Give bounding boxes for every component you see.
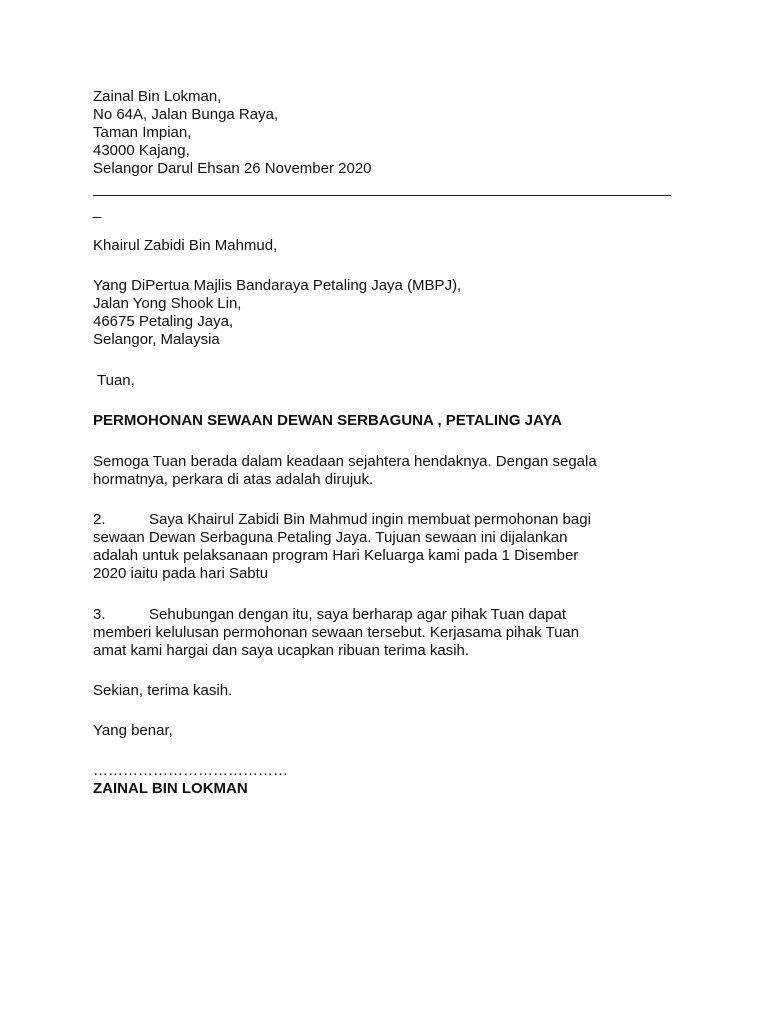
paragraph-2-line-1	[93, 511, 591, 529]
paragraph-2-line-2: sewaan Dewan Serbaguna Petaling Jaya. Tujuan sewaan ini dijalankan	[93, 529, 568, 546]
recipient-title: Yang DiPertua Majlis Bandaraya Petaling Jaya (MBPJ),	[93, 277, 462, 294]
paragraph-3-line-3: amat kami hargai dan saya ucapkan ribuan terima kasih.	[93, 642, 470, 659]
closing-remark: Sekian, terima kasih.	[93, 682, 233, 699]
paragraph-1-line-1: Semoga Tuan berada dalam keadaan sejahtera hendaknya. Dengan segala	[93, 453, 597, 470]
recipient-postcode-city: 46675 Petaling Jaya,	[93, 313, 234, 330]
signatory-name: ZAINAL BIN LOKMAN	[93, 780, 248, 797]
recipient-state-country: Selangor, Malaysia	[93, 331, 220, 348]
recipient-street: Jalan Yong Shook Lin,	[93, 295, 242, 312]
letter-subject: PERMOHONAN SEWAAN DEWAN SERBAGUNA , PETALING JAYA	[93, 412, 562, 429]
recipient-name: Khairul Zabidi Bin Mahmud,	[93, 237, 278, 254]
paragraph-3-number: 3.	[93, 606, 106, 623]
paragraph-2-number: 2.	[93, 511, 106, 528]
sender-name: Zainal Bin Lokman,	[93, 88, 222, 105]
sender-address-line-1: No 64A, Jalan Bunga Raya,	[93, 106, 279, 123]
sender-postcode-city: 43000 Kajang,	[93, 142, 190, 159]
paragraph-3-line-2: memberi kelulusan permohonan sewaan tersebut. Kerjasama pihak Tuan	[93, 624, 580, 641]
paragraph-3-text-1: Sehubungan dengan itu, saya berharap agar pihak Tuan dapat	[149, 606, 566, 623]
signature-dotted-line: …………………………………	[93, 762, 288, 779]
paragraph-2-text-1: Saya Khairul Zabidi Bin Mahmud ingin membuat permohonan bagi	[149, 511, 591, 528]
sender-address-line-2: Taman Impian,	[93, 124, 192, 141]
salutation: Tuan,	[97, 372, 135, 389]
sender-state-and-date: Selangor Darul Ehsan 26 November 2020	[93, 160, 372, 177]
paragraph-1-line-2: hormatnya, perkara di atas adalah dirujuk.	[93, 471, 374, 488]
paragraph-3-line-1	[93, 606, 566, 624]
divider-underscore-tail: _	[93, 202, 102, 219]
paragraph-2-line-3: adalah untuk pelaksanaan program Hari Keluarga kami pada 1 Disember	[93, 547, 579, 564]
header-divider-line	[93, 195, 671, 196]
paragraph-2-line-4: 2020 iaitu pada hari Sabtu	[93, 565, 269, 582]
sign-off: Yang benar,	[93, 722, 173, 739]
